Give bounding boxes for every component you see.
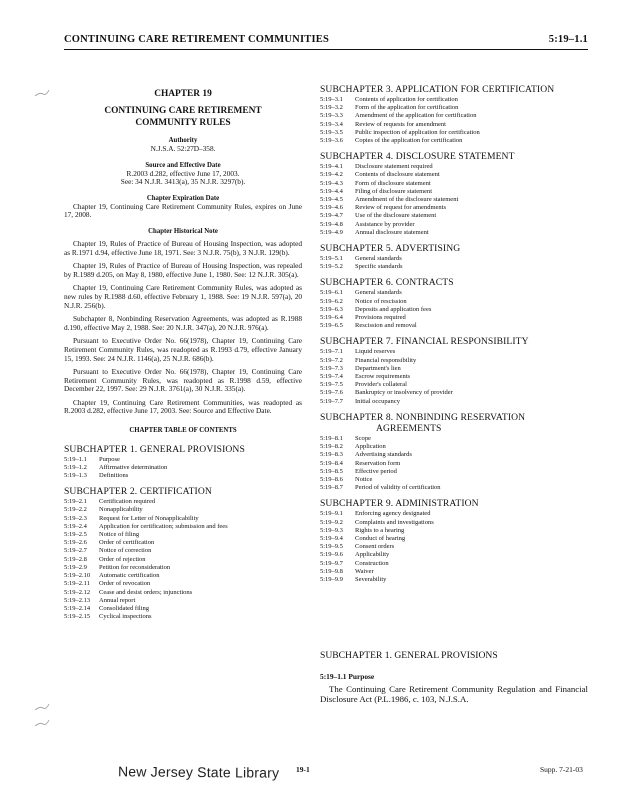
toc-entry-title: Copies of the application for certification — [355, 137, 463, 145]
toc-entry-title: Financial responsibility — [355, 356, 417, 364]
toc-entry-number: 5:19–7.5 — [320, 381, 343, 389]
toc-entry — [320, 212, 588, 220]
subchapter-title-continuation: AGREEMENTS — [376, 422, 442, 434]
toc-entry — [64, 580, 302, 588]
toc-entry-number: 5:19–3.5 — [320, 128, 343, 136]
subchapter-title-text: SUBCHAPTER 2. CERTIFICATION — [64, 486, 212, 498]
subchapter-title — [320, 336, 588, 347]
toc-entry-number: 5:19–7.2 — [320, 356, 343, 364]
toc-entry-number: 5:19–4.6 — [320, 204, 343, 212]
header-rule — [64, 49, 588, 50]
toc-entry-title: Liquid reserves — [355, 348, 396, 356]
toc-entry-title: Notice of filing — [99, 531, 140, 539]
toc-entry — [320, 468, 588, 476]
toc-entry — [320, 263, 588, 271]
toc-entry — [320, 357, 588, 365]
toc-entry-title: Provider's collateral — [355, 381, 407, 389]
toc-entry-number: 5:19–2.6 — [64, 539, 87, 547]
toc-entry — [64, 564, 302, 572]
section-subchapter-title: SUBCHAPTER 1. GENERAL PROVISIONS — [320, 650, 498, 662]
subchapter-title — [64, 444, 302, 455]
toc-entry — [64, 605, 302, 613]
toc-entry-number: 5:19–6.5 — [320, 322, 343, 330]
toc-entry — [320, 104, 588, 112]
toc-entry-number: 5:19–9.3 — [320, 526, 343, 534]
toc-entry — [320, 112, 588, 120]
subchapter-title — [320, 277, 588, 288]
toc-entry-title: Enforcing agency designated — [355, 510, 431, 518]
subchapter-title — [64, 486, 302, 497]
toc-entry-number: 5:19–8.3 — [320, 451, 343, 459]
toc-entry-number: 5:19–2.9 — [64, 563, 87, 571]
toc-entry-title: Provisions required — [355, 314, 406, 322]
toc-entry-title: Automatic certification — [99, 572, 160, 580]
toc-entry-number: 5:19–8.5 — [320, 467, 343, 475]
toc-entry-number: 5:19–1.2 — [64, 463, 87, 471]
toc-entry-number: 5:19–9.2 — [320, 518, 343, 526]
toc-entry-title: Waiver — [355, 567, 374, 575]
toc-entry — [320, 365, 588, 373]
toc-entry-list — [64, 456, 302, 481]
toc-entry-number: 5:19–9.1 — [320, 510, 343, 518]
supplement-date: Supp. 7-21-03 — [540, 765, 583, 774]
toc-entry — [320, 196, 588, 204]
toc-entry — [320, 129, 588, 137]
subchapter-title — [320, 243, 588, 254]
toc-entry-title: Form of disclosure statement — [355, 179, 431, 187]
toc-entry — [320, 527, 588, 535]
toc-entry-title: Review of requests for amendment — [355, 120, 446, 128]
toc-entry — [320, 451, 588, 459]
history-paragraph: Chapter 19, Continuing Care Retirement Community Rules, was adopted as new rules by R.1988 d.60, effective February 1, 1988. See: 19 N.J.R. 597(a), 20 N.J.R. 256(b). — [64, 283, 302, 310]
toc-entry-number: 5:19–4.2 — [320, 171, 343, 179]
toc-entry — [64, 523, 302, 531]
toc-entry-number: 5:19–8.4 — [320, 459, 343, 467]
subchapter-title — [320, 151, 588, 162]
toc-entry-title: Consent orders — [355, 543, 395, 551]
toc-entry — [64, 613, 302, 621]
toc-entry-title: Rights to a hearing — [355, 526, 405, 534]
toc-entry-title: Certification required — [99, 498, 156, 506]
toc-entry — [64, 597, 302, 605]
toc-entry — [320, 460, 588, 468]
toc-entry-number: 5:19–2.13 — [64, 596, 91, 604]
toc-entry-title: Purpose — [99, 455, 120, 463]
subchapter-title-text: SUBCHAPTER 8. NONBINDING RESERVATION — [320, 411, 526, 423]
toc-entry-number: 5:19–7.6 — [320, 389, 343, 397]
toc-entry-title: Definitions — [99, 472, 129, 480]
toc-entry — [320, 188, 588, 196]
toc-entry-number: 5:19–2.4 — [64, 522, 87, 530]
toc-entry-title: Affirmative determination — [99, 463, 168, 471]
subchapter-title-text: SUBCHAPTER 4. DISCLOSURE STATEMENT — [320, 151, 515, 163]
subchapter-title-text: SUBCHAPTER 9. ADMINISTRATION — [320, 498, 479, 510]
toc-entry-number: 5:19–4.1 — [320, 163, 343, 171]
toc-entry-number: 5:19–1.1 — [64, 455, 87, 463]
subchapter-title-text: SUBCHAPTER 3. APPLICATION FOR CERTIFICATION — [320, 84, 555, 95]
toc-entry — [320, 180, 588, 188]
toc-entry-number: 5:19–8.1 — [320, 434, 343, 442]
toc-entry — [320, 322, 588, 330]
toc-entry-list — [320, 435, 588, 492]
chapter-title-line: CONTINUING CARE RETIREMENT — [104, 106, 262, 116]
toc-entry — [64, 456, 302, 464]
toc-entry — [64, 515, 302, 523]
toc-entry-title: Cease and desist orders; injunctions — [99, 588, 193, 596]
toc-entry-title: Complaints and investigations — [355, 518, 434, 526]
toc-entry-number: 5:19–3.2 — [320, 104, 343, 112]
toc-entry — [320, 576, 588, 584]
margin-mark-icon — [34, 718, 50, 728]
toc-entry-list — [320, 163, 588, 237]
toc-entry — [64, 498, 302, 506]
toc-entry-number: 5:19–9.5 — [320, 543, 343, 551]
toc-entry-number: 5:19–2.10 — [64, 572, 91, 580]
subchapter-title-text: SUBCHAPTER 7. FINANCIAL RESPONSIBILITY — [320, 336, 529, 348]
subchapter-title-text: SUBCHAPTER 5. ADVERTISING — [320, 243, 461, 255]
toc-entry — [64, 531, 302, 539]
toc-entry-title: Advertising standards — [355, 451, 412, 459]
toc-entry — [320, 121, 588, 129]
toc-entry-title: Conduct of hearing — [355, 534, 406, 542]
library-stamp: New Jersey State Library — [117, 763, 280, 781]
toc-heading: CHAPTER TABLE OF CONTENTS — [129, 427, 237, 435]
toc-entry-number: 5:19–6.1 — [320, 289, 343, 297]
toc-entry-number: 5:19–7.1 — [320, 348, 343, 356]
chapter-title-line: COMMUNITY RULES — [135, 117, 231, 128]
toc-entry — [320, 137, 588, 145]
toc-entry-title: Annual disclosure statement — [355, 228, 429, 236]
margin-mark-icon — [34, 702, 50, 712]
toc-entry-title: Specific standards — [355, 263, 403, 271]
toc-entry-number: 5:19–2.12 — [64, 588, 91, 596]
toc-entry-number: 5:19–2.1 — [64, 498, 87, 506]
toc-entry-title: Order of rejection — [99, 555, 146, 563]
toc-entry-number: 5:19–7.4 — [320, 373, 343, 381]
toc-entry-number: 5:19–5.1 — [320, 255, 343, 263]
toc-entry-number: 5:19–2.5 — [64, 531, 87, 539]
toc-entry-title: Request for Letter of Nonapplicability — [99, 514, 199, 522]
left-column — [64, 84, 302, 625]
toc-entry-title: Nonapplicability — [99, 506, 143, 514]
toc-entry-title: General standards — [355, 255, 402, 263]
toc-entry-title: Reservation form — [355, 459, 401, 467]
toc-entry-list — [320, 348, 588, 405]
toc-entry-number: 5:19–6.3 — [320, 305, 343, 313]
toc-entry-number: 5:19–2.3 — [64, 514, 87, 522]
source-text — [64, 170, 302, 187]
chapter-title — [64, 106, 302, 129]
toc-entry-list — [320, 255, 588, 271]
toc-entry-number: 5:19–9.7 — [320, 559, 343, 567]
toc-entry-number: 5:19–2.2 — [64, 506, 87, 514]
toc-entry-title: Escrow requirements — [355, 373, 411, 381]
toc-entry — [64, 547, 302, 555]
toc-entry — [320, 543, 588, 551]
toc-entry-title: General standards — [355, 289, 402, 297]
toc-entry-number: 5:19–3.3 — [320, 112, 343, 120]
toc-entry-title: Effective period — [355, 467, 397, 475]
source-line: R.2003 d.282, effective June 17, 2003. — [126, 168, 240, 178]
subchapter-title — [320, 498, 588, 509]
toc-entry — [320, 510, 588, 518]
right-toc — [320, 84, 588, 584]
history-paragraph: Pursuant to Executive Order No. 66(1978), Chapter 19, Continuing Care Retirement Community Rules, was readopted as R.1993 d.79, effective January 15, 1993. See: 24 N.J.R. 1146(a), 25 N.J.R. 686(b). — [64, 336, 302, 363]
toc-entry-title: Period of validity of certification — [355, 484, 441, 492]
toc-entry-title: Application — [355, 443, 386, 451]
toc-entry-title: Department's lien — [355, 364, 401, 372]
toc-entry — [320, 306, 588, 314]
history-paragraph: Subchapter 8, Nonbinding Reservation Agreements, was adopted as R.1988 d.190, effective May 2, 1988. See: 20 N.J.R. 347(a), 20 N.J.R. 976(a). — [64, 314, 302, 332]
toc-entry-number: 5:19–6.4 — [320, 314, 343, 322]
toc-entry — [64, 572, 302, 580]
source-line: See: 34 N.J.R. 3413(a), 35 N.J.R. 3297(b). — [120, 177, 246, 187]
toc-entry — [64, 506, 302, 514]
toc-entry — [320, 435, 588, 443]
toc-entry-number: 5:19–4.8 — [320, 220, 343, 228]
toc-entry-title: Rescission and removal — [355, 322, 417, 330]
toc-entry-title: Order of certification — [99, 539, 155, 547]
toc-entry-title: Assistance by provider — [355, 220, 415, 228]
toc-entry-title: Deposits and application fees — [355, 305, 432, 313]
history-paragraph: Pursuant to Executive Order No. 66(1978), Chapter 19, Continuing Care Retirement Community Rules, was readopted as R.1998 d.59, effective December 22, 1997. See: 29 N.J.R. 3761(a), 30 N.J.R. 335(a). — [64, 367, 302, 394]
toc-entry — [64, 464, 302, 472]
toc-entry-number: 5:19–7.7 — [320, 397, 343, 405]
toc-entry — [320, 443, 588, 451]
subchapter-title-text: SUBCHAPTER 6. CONTRACTS — [320, 277, 454, 289]
toc-entry-title: Disclosure statement required — [355, 163, 433, 171]
history-paragraph: Chapter 19, Rules of Practice of Bureau of Housing Inspection, was adopted as R.1971 d.94, effective June 18, 1971. See: 3 N.J.R. 75(b), 3 N.J.R. 129(b). — [64, 238, 302, 257]
toc-entry-title: Contents of disclosure statement — [355, 171, 440, 179]
toc-entry — [64, 472, 302, 480]
toc-entry-title: Scope — [355, 434, 371, 442]
toc-entry-number: 5:19–2.8 — [64, 555, 87, 563]
toc-entry-list — [320, 96, 588, 145]
toc-entry-list — [320, 510, 588, 584]
subchapter-title-text: SUBCHAPTER 1. GENERAL PROVISIONS — [64, 443, 245, 455]
expiration-heading: Chapter Expiration Date — [146, 194, 220, 202]
toc-entry — [320, 398, 588, 406]
chapter-number: CHAPTER 19 — [154, 89, 212, 99]
toc-entry — [320, 568, 588, 576]
toc-entry-title: Applicability — [355, 551, 390, 559]
subchapter-title — [320, 84, 588, 95]
toc-entry-number: 5:19–4.7 — [320, 212, 343, 220]
page-number: 19-1 — [296, 765, 310, 774]
toc-entry-number: 5:19–3.4 — [320, 120, 343, 128]
toc-entry-title: Annual report — [99, 596, 136, 604]
toc-entry-number: 5:19–3.1 — [320, 96, 343, 103]
toc-entry — [320, 484, 588, 492]
source-heading: Source and Effective Date — [145, 161, 221, 169]
section-heading: 5:19–1.1 Purpose — [320, 672, 375, 682]
right-column — [320, 84, 588, 705]
toc-entry — [64, 539, 302, 547]
toc-entry-number: 5:19–4.3 — [320, 179, 343, 187]
toc-entry — [320, 519, 588, 527]
toc-entry-title: Notice — [355, 475, 373, 483]
toc-entry-number: 5:19–4.9 — [320, 228, 343, 236]
toc-entry-title: Public inspection of application for certification — [355, 128, 480, 136]
toc-entry-number: 5:19–9.6 — [320, 551, 343, 559]
toc-entry-number: 5:19–6.2 — [320, 297, 343, 305]
toc-entry — [320, 171, 588, 179]
running-header-title: CONTINUING CARE RETIREMENT COMMUNITIES — [64, 34, 329, 45]
toc-entry — [320, 551, 588, 559]
toc-entry-number: 5:19–1.3 — [64, 472, 87, 480]
section-text: The Continuing Care Retirement Community Regulation and Financial Disclosure Act (P.L.1986, c. 103, N.J.S.A. — [320, 683, 588, 705]
toc-entry-number: 5:19–9.9 — [320, 575, 343, 583]
toc-entry-title: Notice of correction — [99, 547, 152, 555]
authority-heading: Authority — [168, 137, 198, 144]
expiration-text: Chapter 19, Continuing Care Retirement Community Rules, expires on June 17, 2008. — [64, 201, 302, 220]
toc-entry-title: Form of the application for certification — [355, 104, 459, 112]
toc-entry — [320, 373, 588, 381]
toc-entry — [64, 589, 302, 597]
toc-entry-number: 5:19–9.8 — [320, 567, 343, 575]
margin-mark-icon — [34, 88, 50, 98]
toc-entry-number: 5:19–8.7 — [320, 484, 343, 492]
toc-entry-title: Application for certification; submission and fees — [99, 522, 228, 530]
toc-entry-title: Petition for reconsideration — [99, 563, 171, 571]
toc-entry — [320, 314, 588, 322]
history-paragraph: Chapter 19, Continuing Care Retirement Communities, was readopted as R.2003 d.282, effective June 17, 2003. See: Source and Effective Date. — [64, 397, 302, 416]
toc-entry-title: Amendment of the application for certification — [355, 112, 477, 120]
toc-entry — [320, 389, 588, 397]
toc-entry-list — [64, 498, 302, 621]
history-paragraph: Chapter 19, Rules of Practice of Bureau of Housing Inspection, was repealed by R.1989 d.205, on May 8, 1980, effective June 1, 1980. See: 12 N.J.R. 305(a). — [64, 261, 302, 279]
toc-entry-number: 5:19–2.15 — [64, 613, 91, 621]
toc-entry — [320, 221, 588, 229]
toc-entry-title: Initial occupancy — [355, 397, 400, 405]
toc-entry-number: 5:19–9.4 — [320, 534, 343, 542]
toc-entry — [320, 204, 588, 212]
toc-entry-title: Notice of rescission — [355, 297, 407, 305]
toc-entry-title: Severability — [355, 575, 387, 583]
toc-entry — [320, 298, 588, 306]
running-header — [64, 34, 588, 48]
toc-entry — [320, 255, 588, 263]
toc-entry-number: 5:19–4.5 — [320, 196, 343, 204]
toc-entry-title: Contents of application for certification — [355, 96, 458, 103]
toc-entry-number: 5:19–2.14 — [64, 604, 91, 612]
toc-entry-title: Amendment of the disclosure statement — [355, 196, 459, 204]
toc-entry — [320, 535, 588, 543]
toc-entry — [320, 381, 588, 389]
running-header-section: 5:19–1.1 — [548, 34, 588, 45]
toc-entry — [64, 556, 302, 564]
toc-entry-title: Review of request for amendments — [355, 204, 446, 212]
toc-entry — [320, 229, 588, 237]
toc-entry — [320, 96, 588, 104]
toc-entry-title: Use of the disclosure statement — [355, 212, 437, 220]
toc-entry-number: 5:19–7.3 — [320, 364, 343, 372]
toc-entry-number: 5:19–4.4 — [320, 187, 343, 195]
toc-entry-title: Bankruptcy or insolvency of provider — [355, 389, 453, 397]
toc-entry-title: Filing of disclosure statement — [355, 187, 433, 195]
toc-entry-number: 5:19–8.6 — [320, 475, 343, 483]
left-toc — [64, 444, 302, 622]
toc-entry — [320, 560, 588, 568]
subchapter-title — [320, 412, 588, 434]
toc-entry-number: 5:19–2.11 — [64, 580, 90, 588]
toc-entry — [320, 348, 588, 356]
toc-entry — [320, 476, 588, 484]
history-heading: Chapter Historical Note — [148, 227, 218, 235]
toc-entry-title: Construction — [355, 559, 389, 567]
toc-entry-list — [320, 289, 588, 330]
authority-text: N.J.S.A. 52:27D–358. — [150, 144, 216, 153]
toc-entry — [320, 289, 588, 297]
toc-entry-number: 5:19–3.6 — [320, 137, 343, 145]
toc-entry-title: Order of revocation — [99, 580, 151, 588]
toc-entry-number: 5:19–5.2 — [320, 263, 343, 271]
toc-entry — [320, 163, 588, 171]
toc-entry-number: 5:19–8.2 — [320, 443, 343, 451]
toc-entry-title: Cyclical inspections — [99, 613, 152, 621]
toc-entry-number: 5:19–2.7 — [64, 547, 87, 555]
toc-entry-title: Consolidated filing — [99, 604, 150, 612]
